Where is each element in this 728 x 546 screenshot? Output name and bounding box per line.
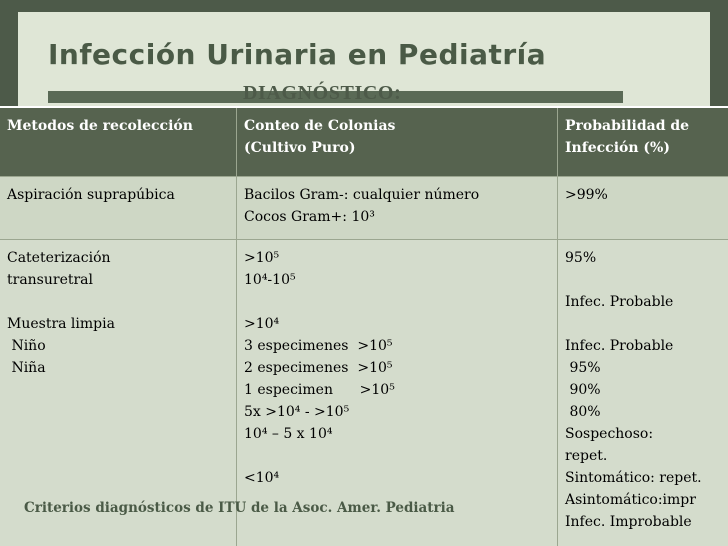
row1-colony-count: Bacilos Gram-: cualquier número Cocos Gram+: 10³ <box>237 177 557 239</box>
header-probability: Probabilidad de Infección (%) <box>558 108 728 176</box>
section-subtitle: DIAGNÓSTICO: <box>243 82 402 104</box>
header-colony-count: Conteo de Colonias (Cultivo Puro) <box>237 108 557 176</box>
diagnostic-table <box>0 106 728 546</box>
row2-probability: 95% Infec. Probable Infec. Probable 95% 90% 80% Sospechoso: repet. Sintomático: repet. Asintomático:impr Infec. Improbable <box>558 240 728 546</box>
header-method: Metodos de recolección <box>0 108 236 176</box>
source-caption: Criterios diagnósticos de ITU de la Asoc. Amer. Pediatria <box>24 500 455 516</box>
slide-title: Infección Urinaria en Pediatría <box>48 38 547 71</box>
row2-method: Cateterización transuretral Muestra limpia Niño Niña <box>0 240 236 546</box>
row1-probability: >99% <box>558 177 728 239</box>
row2-colony-count: >10⁵ 10⁴-10⁵ >10⁴ 3 especimenes >10⁵ 2 especimenes >10⁵ 1 especimen >10⁵ 5x >10⁴ - >10⁵ 10⁴ – 5 x 10⁴ <10⁴ <box>237 240 557 546</box>
row1-method: Aspiración suprapúbica <box>0 177 236 239</box>
